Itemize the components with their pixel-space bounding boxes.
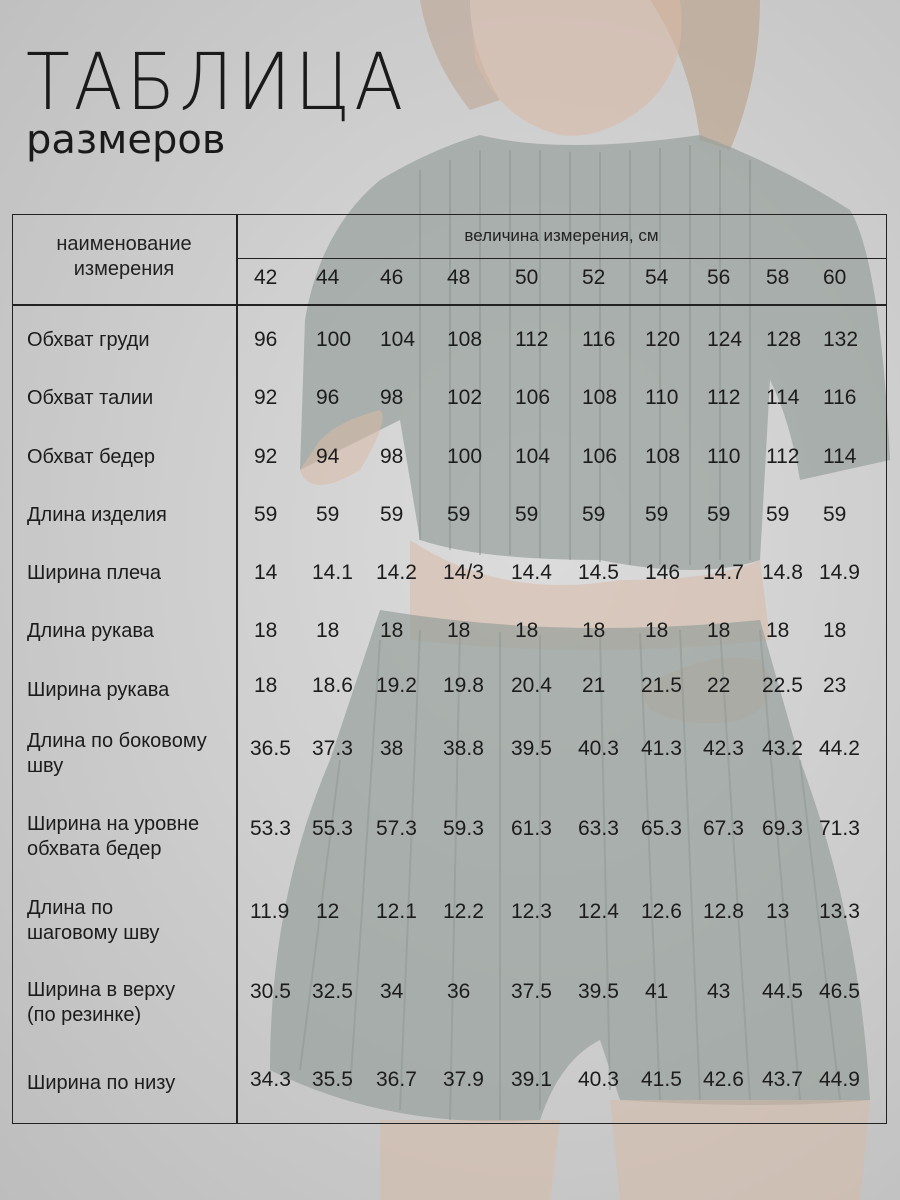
table-cell: 12: [316, 900, 340, 923]
table-header-divider: [12, 304, 887, 306]
table-cell: 92: [254, 445, 278, 468]
row-label: Обхват бедер: [27, 446, 155, 468]
table-cell: 96: [254, 328, 278, 351]
table-cell: 112: [766, 445, 800, 468]
size-42: 42: [254, 266, 278, 289]
row-label: Длина по шаговому шву: [27, 897, 160, 944]
table-cell: 22: [707, 674, 731, 697]
row-label: Длина изделия: [27, 504, 167, 526]
face-shape: [470, 0, 682, 136]
table-cell: 20.4: [511, 674, 552, 697]
page-title: ТАБЛИЦА: [26, 38, 407, 128]
table-cell: 100: [316, 328, 352, 351]
table-cell: 59: [515, 503, 539, 526]
table-cell: 18: [254, 674, 278, 697]
table-cell: 14.4: [511, 561, 552, 584]
table-cell: 128: [766, 328, 802, 351]
row-label: Ширина по низу: [27, 1072, 176, 1094]
table-cell: 108: [447, 328, 483, 351]
table-cell: 100: [447, 445, 483, 468]
row-label: Ширина плеча: [27, 562, 162, 584]
table-cell: 32.5: [312, 980, 353, 1003]
table-cell: 46.5: [819, 980, 860, 1003]
table-cell: 14.2: [376, 561, 417, 584]
table-cell: 12.3: [511, 900, 552, 923]
table-cell: 21: [582, 674, 606, 697]
size-50: 50: [515, 266, 539, 289]
table-cell: 61.3: [511, 817, 552, 840]
table-cell: 43.7: [762, 1068, 803, 1091]
table-cell: 36.5: [250, 737, 291, 760]
table-cell: 37.5: [511, 980, 552, 1003]
table-cell: 35.5: [312, 1068, 353, 1091]
table-cell: 114: [766, 386, 800, 409]
size-44: 44: [316, 266, 340, 289]
table-cell: 36: [447, 980, 471, 1003]
table-cell: 124: [707, 328, 743, 351]
table-cell: 59: [645, 503, 669, 526]
table-cell: 110: [645, 386, 679, 409]
table-cell: 38.8: [443, 737, 484, 760]
table-cell: 65.3: [641, 817, 682, 840]
table-cell: 34.3: [250, 1068, 291, 1091]
table-cell: 116: [582, 328, 616, 351]
size-52: 52: [582, 266, 606, 289]
table-cell: 112: [515, 328, 549, 351]
table-cell: 63.3: [578, 817, 619, 840]
table-cell: 116: [823, 386, 857, 409]
table-cell: 114: [823, 445, 857, 468]
table-cell: 39.5: [511, 737, 552, 760]
table-cell: 98: [380, 386, 404, 409]
size-56: 56: [707, 266, 731, 289]
table-cell: 11.9: [250, 900, 290, 923]
table-cell: 18: [380, 619, 404, 642]
table-cell: 41.5: [641, 1068, 682, 1091]
table-cell: 18: [254, 619, 278, 642]
table-cell: 104: [380, 328, 416, 351]
header-measurement-value: величина измерения, см: [464, 226, 659, 245]
table-cell: 71.3: [819, 817, 860, 840]
row-label: Обхват груди: [27, 329, 150, 351]
size-58: 58: [766, 266, 790, 289]
table-cell: 59: [766, 503, 790, 526]
table-cell: 13: [766, 900, 790, 923]
table-cell: 19.2: [376, 674, 417, 697]
table-cell: 98: [380, 445, 404, 468]
table-cell: 43.2: [762, 737, 803, 760]
table-cell: 120: [645, 328, 681, 351]
table-cell: 59: [254, 503, 278, 526]
row-label: Длина по боковому шву: [27, 730, 207, 777]
table-cell: 23: [823, 674, 847, 697]
table-cell: 106: [515, 386, 551, 409]
table-cell: 18: [645, 619, 669, 642]
table-cell: 106: [582, 445, 618, 468]
row-label: Обхват талии: [27, 387, 154, 409]
table-cell: 12.6: [641, 900, 682, 923]
table-cell: 14.7: [703, 561, 744, 584]
table-cell: 53.3: [250, 817, 291, 840]
table-cell: 12.8: [703, 900, 744, 923]
table-cell: 34: [380, 980, 404, 1003]
table-cell: 40.3: [578, 1068, 619, 1091]
table-cell: 108: [582, 386, 618, 409]
table-cell: 36.7: [376, 1068, 417, 1091]
table-cell: 12.1: [376, 900, 417, 923]
table-cell: 104: [515, 445, 551, 468]
table-cell: 12.2: [443, 900, 484, 923]
table-cell: 42.6: [703, 1068, 744, 1091]
table-cell: 37.9: [443, 1068, 484, 1091]
table-cell: 59.3: [443, 817, 484, 840]
table-cell: 18: [316, 619, 340, 642]
row-label: Длина рукава: [27, 620, 154, 642]
table-cell: 39.5: [578, 980, 619, 1003]
table-cell: 18: [766, 619, 790, 642]
table-cell: 14.9: [819, 561, 860, 584]
table-cell: 14/3: [443, 561, 484, 584]
table-cell: 14.1: [312, 561, 353, 584]
table-cell: 14.8: [762, 561, 803, 584]
table-cell: 57.3: [376, 817, 417, 840]
table-cell: 59: [823, 503, 847, 526]
table-cell: 92: [254, 386, 278, 409]
table-cell: 18.6: [312, 674, 353, 697]
table-cell: 44.5: [762, 980, 803, 1003]
table-cell: 108: [645, 445, 681, 468]
table-cell: 146: [645, 561, 681, 584]
size-46: 46: [380, 266, 404, 289]
size-60: 60: [823, 266, 847, 289]
table-cell: 18: [447, 619, 471, 642]
row-label: Ширина на уровне обхвата бедер: [27, 813, 200, 860]
header-measurement-name: наименование измерения: [56, 233, 192, 280]
table-cell: 18: [582, 619, 606, 642]
table-cell: 19.8: [443, 674, 484, 697]
table-cell: 59: [582, 503, 606, 526]
table-cell: 40.3: [578, 737, 619, 760]
table-cell: 102: [447, 386, 483, 409]
table-cell: 96: [316, 386, 340, 409]
table-cell: 12.4: [578, 900, 619, 923]
table-cell: 59: [316, 503, 340, 526]
table-cell: 18: [823, 619, 847, 642]
table-cell: 38: [380, 737, 404, 760]
table-cell: 41.3: [641, 737, 682, 760]
size-54: 54: [645, 266, 669, 289]
table-cell: 42.3: [703, 737, 744, 760]
legs-shape: [380, 1120, 560, 1200]
table-cell: 110: [707, 445, 741, 468]
table-cell: 18: [707, 619, 731, 642]
table-cell: 41: [645, 980, 669, 1003]
table-cell: 44.9: [819, 1068, 860, 1091]
table-cell: 37.3: [312, 737, 353, 760]
table-cell: 22.5: [762, 674, 803, 697]
table-cell: 39.1: [511, 1068, 552, 1091]
table-cell: 59: [380, 503, 404, 526]
table-cell: 21.5: [641, 674, 682, 697]
table-cell: 55.3: [312, 817, 353, 840]
table-cell: 18: [515, 619, 539, 642]
table-cell: 43: [707, 980, 731, 1003]
table-subheader-divider: [236, 258, 887, 259]
table-cell: 112: [707, 386, 741, 409]
size-48: 48: [447, 266, 471, 289]
table-cell: 44.2: [819, 737, 860, 760]
page-subtitle: размеров: [26, 117, 226, 163]
table-cell: 132: [823, 328, 859, 351]
table-cell: 14.5: [578, 561, 619, 584]
table-cell: 59: [707, 503, 731, 526]
table-cell: 94: [316, 445, 340, 468]
table-cell: 67.3: [703, 817, 744, 840]
table-cell: 69.3: [762, 817, 803, 840]
row-label: Ширина в верху (по резинке): [27, 979, 176, 1026]
table-cell: 59: [447, 503, 471, 526]
row-label: Ширина рукава: [27, 679, 170, 701]
table-cell: 30.5: [250, 980, 291, 1003]
table-cell: 13.3: [819, 900, 860, 923]
table-cell: 14: [254, 561, 278, 584]
